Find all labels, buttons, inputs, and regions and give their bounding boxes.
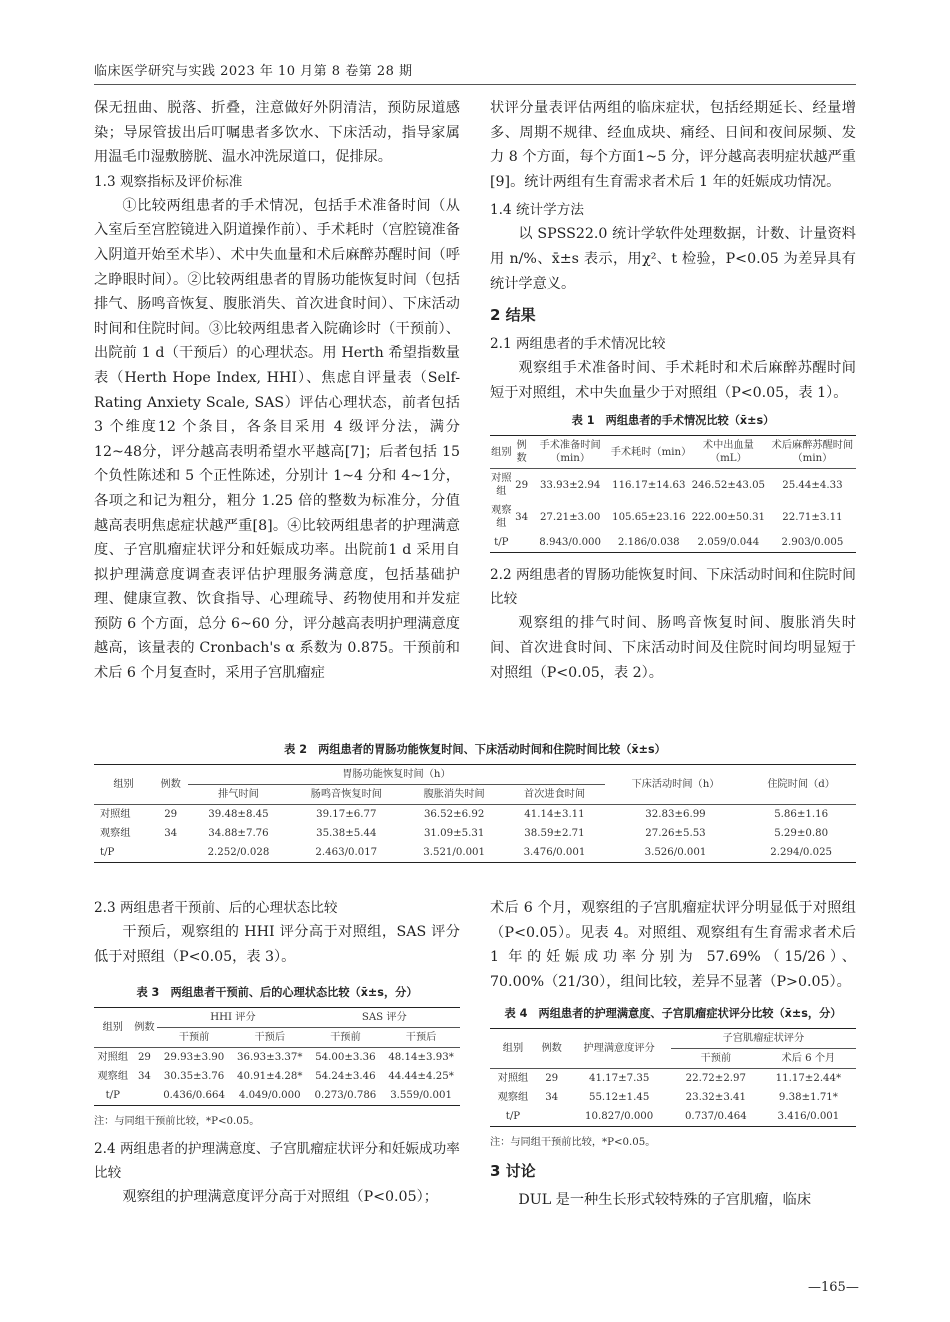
table2-subheader: 首次进食时间 <box>504 785 604 805</box>
table-cell: 29.93±3.90 <box>163 1052 225 1064</box>
table3-subheader: 干预前 <box>157 1028 231 1048</box>
table2-header-walk: 下床活动时间（h） <box>605 765 747 805</box>
table-cell <box>513 533 531 553</box>
table-cell: 34 <box>137 1071 151 1083</box>
table2-header-stay: 住院时间（d） <box>746 765 856 805</box>
table2-header-group: 组别 <box>94 765 153 805</box>
table-cell: 54.00±3.36 <box>315 1052 376 1064</box>
table-cell: 3.476/0.001 <box>523 847 586 858</box>
table-cell: 39.48±8.45 <box>208 809 269 820</box>
table-cell: 30.35±3.76 <box>163 1071 225 1083</box>
table-cell: 32.83±6.99 <box>645 809 706 820</box>
paragraph-observation-indicators: ①比较两组患者的手术情况，包括手术准备时间（从入室后至宫腔镜进入阴道操作前）、手术耗时（宫腔镜准备入阴道开始至术毕）、术中失血量和术后麻醉苏醒时间（呼之睁眼时间）。②比较两组患者的胃肠功能恢复时间（包括排气、肠鸣音恢复、腹胀消失、首次进食时间）、下床活动时间和住院时间。③比较两组患者入院确诊时（干预前）、出院前 1 d（干预后）的心理状态。用 Herth 希望指数量表（Herth Hope Index, HHI）、焦虑自评量表（Self-Rating Anxiety Scale, SAS）评估心理状态，前者包括3 个维度12 个条目，各条目采用 4 级评分法，满分 12~48分，评分越高表明希望水平越高[7]；后者包括 15 个负性陈述和 5 个正性陈述，分别计 1~4 分和 4~1分，各项之和记为粗分，粗分 1.25 倍的整数为标准分，分值越高表明焦虑症状越严重[8]。④比较两组患者的护理满意度、子宫肌瘤症状评分和妊娠成功率。出院前1 d 采用自拟护理满意度调查表评估护理服务满意度，包括基础护理、健康宣教、饮食指导、心理疏导、药物使用和并发症预防 6 个方面，总分 6~60 分，评分越高表明护理满意度越高，该量表的 Cronbach's α 系数为 0.875。干预前和术后 6 个月复查时，采用子宫肌瘤症 <box>94 197 460 682</box>
table-cell: 31.09±5.31 <box>423 828 485 839</box>
table-cell: t/P <box>105 1090 120 1102</box>
table2-header-n: 例数 <box>153 765 188 805</box>
table-cell: 29 <box>545 1073 559 1085</box>
table-cell: 54.24±3.46 <box>315 1071 376 1083</box>
table-cell: 10.827/0.000 <box>585 1111 654 1123</box>
table-cell: 36.52±6.92 <box>423 809 485 820</box>
table3-header-group: 组别 <box>94 1008 132 1048</box>
table-cell: 5.29±0.80 <box>774 828 829 839</box>
table1-header: 术后麻醉苏醒时间（min） <box>769 436 856 469</box>
table4-subheader: 术后 6 个月 <box>761 1049 856 1069</box>
table-cell: 4.049/0.000 <box>238 1090 301 1102</box>
table-cell: 2.186/0.038 <box>617 537 680 549</box>
table-cell: 对照组 <box>97 1052 129 1064</box>
table4-caption: 表 4 两组患者的护理满意度、子宫肌瘤症状评分比较（x̄±s，分） <box>504 1007 842 1021</box>
table-row <box>490 533 856 553</box>
section-1-4-heading: 1.4 统计学方法 <box>490 202 584 219</box>
table-cell: 27.26±5.53 <box>645 828 706 839</box>
table2 <box>94 764 856 863</box>
table-cell: 观察组 <box>100 828 131 839</box>
table3-caption: 表 3 两组患者干预前、后的心理状态比较（x̄±s，分） <box>136 986 418 1000</box>
section-2-2-heading: 2.2 两组患者的胃肠功能恢复时间、下床活动时间和住院时间比较 <box>490 567 856 608</box>
paragraph-statistics: 以 SPSS22.0 统计学软件处理数据，计数、计量资料用 n/%、x̄±s 表示，用χ²、t 检验，P<0.05 为差异具有统计学意义。 <box>490 226 856 292</box>
table-row <box>94 1067 460 1086</box>
table-cell: 48.14±3.93* <box>388 1052 454 1064</box>
paragraph-catheter-care: 保无扭曲、脱落、折叠，注意做好外阴清洁，预防尿道感染；导尿管拔出后叮嘱患者多饮水、下床活动，指导家属用温毛巾湿敷膀胱、温水冲洗尿道口，促排尿。 <box>94 100 460 166</box>
table-cell: 对照组 <box>491 473 512 498</box>
table4-header-satisfaction: 护理满意度评分 <box>567 1029 670 1069</box>
table4-note: 注：与同组干预前比较，*P<0.05。 <box>490 1137 656 1149</box>
table-cell: 116.17±14.63 <box>612 479 686 491</box>
table1-header: 例数 <box>513 436 531 469</box>
section-2-4-heading: 2.4 两组患者的护理满意度、子宫肌瘤症状评分和妊娠成功率比较 <box>94 1141 460 1182</box>
table1-header: 组别 <box>490 436 513 469</box>
table-cell: 41.14±3.11 <box>524 809 585 820</box>
table-cell: 34 <box>164 828 178 839</box>
table-cell: 55.12±1.45 <box>588 1092 650 1104</box>
table-row <box>490 1088 856 1107</box>
table-cell: t/P <box>494 537 509 549</box>
table3-subheader: 干预后 <box>382 1028 460 1048</box>
table-cell: 36.93±3.37* <box>237 1052 303 1064</box>
table-cell: 33.93±2.94 <box>539 479 601 491</box>
table3 <box>94 1007 460 1106</box>
table2-header-gi: 胃肠功能恢复时间（h） <box>188 765 604 785</box>
table-cell: 34 <box>515 511 529 523</box>
table-row <box>490 469 856 502</box>
section-3-heading: 3 讨论 <box>490 1162 536 1181</box>
table-cell: 2.463/0.017 <box>315 847 378 858</box>
table-cell: 22.71±3.11 <box>782 511 843 523</box>
section-2-3-heading: 2.3 两组患者干预前、后的心理状态比较 <box>94 900 338 916</box>
left-column-bottom <box>94 896 460 1210</box>
table-cell: 40.91±4.28* <box>237 1071 303 1083</box>
table-cell: 27.21±3.00 <box>539 511 601 523</box>
section-1-3-heading: 1.3 观察指标及评价标准 <box>94 173 243 190</box>
paragraph-psych-results: 干预后，观察组的 HHI 评分高于对照组，SAS 评分低于对照组（P<0.05，表 3）。 <box>94 924 460 965</box>
table2-subheader: 排气时间 <box>188 785 288 805</box>
table-cell: 0.436/0.664 <box>163 1090 225 1102</box>
table-cell: 105.65±23.16 <box>612 511 686 523</box>
section-2-1-heading: 2.1 两组患者的手术情况比较 <box>490 336 666 353</box>
table-cell: 44.44±4.25* <box>388 1071 454 1083</box>
table-row <box>94 805 856 825</box>
table4-header-n: 例数 <box>536 1029 568 1069</box>
table1-header: 手术准备时间（min） <box>531 436 610 469</box>
table-cell: 34.88±7.76 <box>208 828 269 839</box>
table-cell: 29 <box>515 479 529 491</box>
table4-subheader: 干预前 <box>671 1049 761 1069</box>
table-cell: 222.00±50.31 <box>691 511 766 523</box>
table-cell: 0.737/0.464 <box>684 1111 747 1123</box>
table3-header-n: 例数 <box>132 1008 158 1048</box>
table-cell: 3.416/0.001 <box>777 1111 840 1123</box>
table-cell: 23.32±3.41 <box>685 1092 747 1104</box>
table1 <box>490 435 856 553</box>
table4-header-group: 组别 <box>490 1029 536 1069</box>
table4-header-symptom: 子宫肌瘤症状评分 <box>671 1029 856 1049</box>
table-row <box>490 501 856 533</box>
table-cell: 3.521/0.001 <box>423 847 486 858</box>
table-cell: t/P <box>100 847 115 858</box>
journal-header: 临床医学研究与实践 2023 年 10 月第 8 卷第 28 期 <box>94 64 413 79</box>
table-cell: 2.059/0.044 <box>697 537 760 549</box>
table-cell: 29 <box>164 809 178 820</box>
table-cell: t/P <box>505 1111 521 1123</box>
table-cell: 29 <box>137 1052 151 1064</box>
table1-header: 术中出血量（mL） <box>688 436 769 469</box>
table-cell <box>153 843 188 863</box>
table-cell: 5.86±1.16 <box>774 809 829 820</box>
table3-header-sas: SAS 评分 <box>309 1008 460 1028</box>
table-row <box>94 843 856 863</box>
table4 <box>490 1028 856 1127</box>
table-cell: 3.526/0.001 <box>644 847 707 858</box>
left-column-top <box>94 96 460 686</box>
table-cell <box>132 1086 158 1106</box>
table3-note: 注：与同组干预前比较，*P<0.05。 <box>94 1116 260 1128</box>
table-cell: 11.17±2.44* <box>775 1073 842 1085</box>
table-cell: 8.943/0.000 <box>539 537 602 549</box>
table-cell: 25.44±4.33 <box>782 479 843 491</box>
table-row <box>490 1069 856 1089</box>
table-cell <box>536 1107 568 1127</box>
table-cell: 22.72±2.97 <box>685 1073 747 1085</box>
table-row <box>94 824 856 843</box>
paragraph-gi-results: 观察组的排气时间、肠鸣音恢复时间、腹胀消失时间、首次进食时间、下床活动时间及住院时间均明显短于对照组（P<0.05，表 2）。 <box>490 615 856 681</box>
table2-block <box>94 740 856 863</box>
header-rule <box>94 84 856 85</box>
right-column-bottom <box>490 896 856 1213</box>
section-2-heading: 2 结果 <box>490 306 536 325</box>
table-cell: 246.52±43.05 <box>691 479 766 491</box>
table-cell: 38.59±2.71 <box>524 828 585 839</box>
table-cell: 对照组 <box>497 1073 529 1085</box>
table2-subheader: 腹胀消失时间 <box>404 785 504 805</box>
table-cell: 2.903/0.005 <box>781 537 844 549</box>
table-cell: 41.17±7.35 <box>588 1073 650 1085</box>
table-row <box>490 1107 856 1127</box>
table3-subheader: 干预前 <box>309 1028 383 1048</box>
paragraph-symptom-scale: 状评分量表评估两组的临床症状，包括经期延长、经量增多、周期不规律、经血成块、痛经、日间和夜间尿频、发力 8 个方面，每个方面1~5 分，评分越高表明症状越严重[9]。统计两组有生育需求者术后 1 年的妊娠成功情况。 <box>490 100 856 190</box>
paragraph-surgery-results: 观察组手术准备时间、手术耗时和术后麻醉苏醒时间短于对照组，术中失血量少于对照组（P<0.05，表 1）。 <box>490 360 856 401</box>
table2-caption: 表 2 两组患者的胃肠功能恢复时间、下床活动时间和住院时间比较（x̄±s） <box>284 743 666 756</box>
paragraph-pregnancy-results: 术后 6 个月，观察组的子宫肌瘤症状评分明显低于对照组（P<0.05）。见表 4。对照组、观察组有生育需求者术后 1 年的妊娠成功率分别为 57.69%（15/26）、70.00%（21/30），组间比较，差异不显著（P>0.05）。 <box>490 900 856 990</box>
table-cell: 观察组 <box>491 505 512 530</box>
table-cell: 39.17±6.77 <box>316 809 377 820</box>
table-cell: 3.559/0.001 <box>390 1090 452 1102</box>
table-cell: 观察组 <box>97 1071 129 1083</box>
table-cell: 对照组 <box>100 809 131 820</box>
table1-caption: 表 1 两组患者的手术情况比较（x̄±s） <box>571 414 775 428</box>
table-cell: 35.38±5.44 <box>316 828 377 839</box>
table3-header-hhi: HHI 评分 <box>157 1008 308 1028</box>
table3-subheader: 干预后 <box>231 1028 309 1048</box>
table-cell: 0.273/0.786 <box>314 1090 377 1102</box>
table-cell: 34 <box>545 1092 559 1104</box>
paragraph-discussion: DUL 是一种生长形式较特殊的子宫肌瘤，临床 <box>518 1192 812 1209</box>
right-column-top <box>490 96 856 685</box>
table-cell: 2.252/0.028 <box>207 847 270 858</box>
table1-header: 手术耗时（min） <box>610 436 688 469</box>
table-row <box>94 1048 460 1068</box>
paragraph-satisfaction-results: 观察组的护理满意度评分高于对照组（P<0.05）； <box>122 1189 438 1206</box>
table-row <box>94 1086 460 1106</box>
table-cell: 观察组 <box>497 1092 529 1104</box>
table-cell: 9.38±1.71* <box>778 1092 838 1104</box>
table-cell: 2.294/0.025 <box>770 847 833 858</box>
page-number: —165— <box>808 1280 859 1295</box>
table2-subheader: 肠鸣音恢复时间 <box>289 785 404 805</box>
